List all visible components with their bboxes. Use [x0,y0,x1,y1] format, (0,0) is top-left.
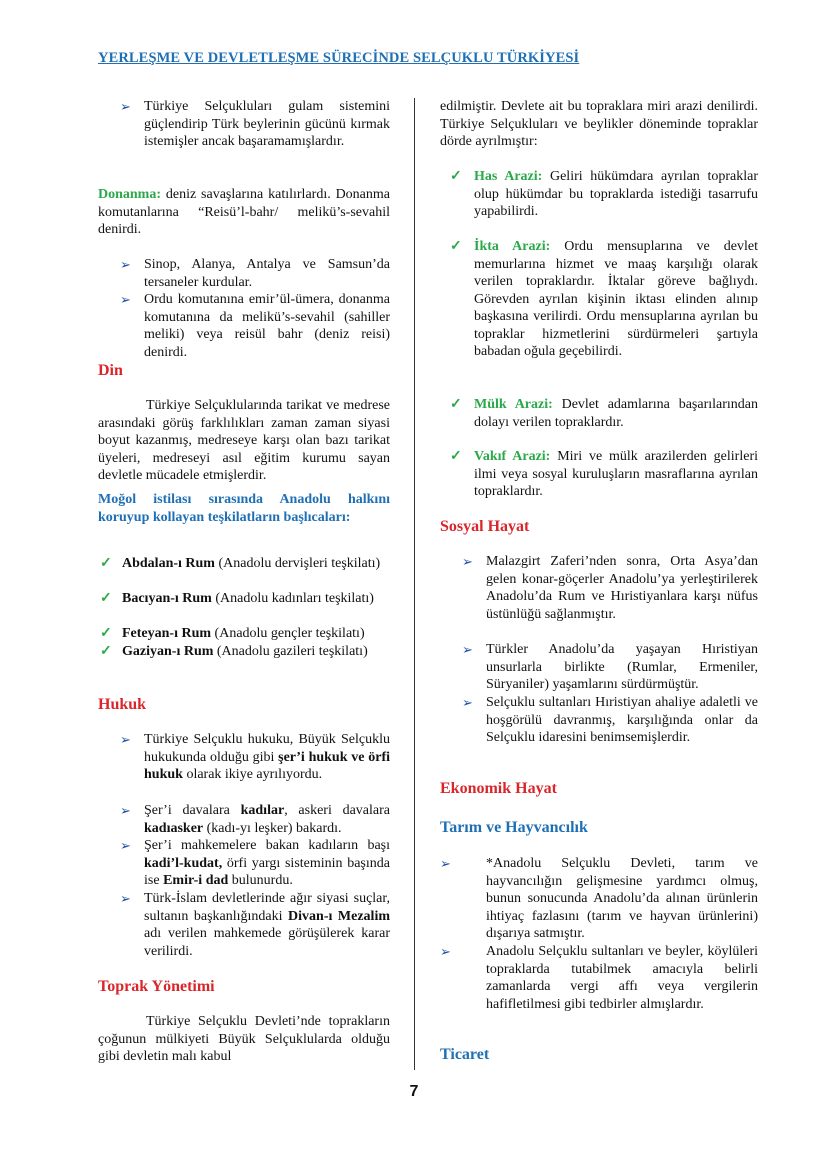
donanma-label: Donanma: [98,187,162,202]
running-header: YERLEŞME VE DEVLETLEŞME SÜRECİNDE SELÇUKLU TÜRKİYESİ [98,50,580,66]
arrow-bullet-icon: ➢ [440,856,451,871]
section-title-din: Din [98,362,123,379]
arrow-bullet-icon: ➢ [120,292,131,307]
list-item: ➢ Türk-İslam devletlerinde ağır siyasi suçlar, sultanın başkanlığındaki Divan-ı Mezalim adı verilen mahkemede görüşülerek karar verilirdi. [120,891,390,959]
checkmark-icon: ✓ [100,556,112,571]
list-item: ✓ Bacıyan-ı Rum (Anadolu kadınları teşkilatı) [100,591,374,606]
list-item: ➢ Türkler Anadolu’da yaşayan Hıristiyan unsurlarla birlikte (Rumlar, Ermeniler, Süryaniler) yaşamlarını sürdürmüştür. [462,642,758,692]
list-item: ✓ Feteyan-ı Rum (Anadolu gençler teşkilatı) [100,626,365,641]
list-item: ➢ Şer’i davalara kadılar, askeri davalara kadıasker (kadı-yı leşker) bakardı. [120,803,390,836]
arrow-bullet-icon: ➢ [120,838,131,853]
arrow-bullet-icon: ➢ [120,99,131,114]
list-item: ➢ Şer’i mahkemelere bakan kadıların başı kadi’l-kudat, örfi yargı sisteminin başında ise Emir-i dad bulunurdu. [120,838,390,888]
din-paragraph: Türkiye Selçuklularında tarikat ve medrese arasındaki görüş farklılıkları zaman zaman siyasi boyut kazanmış, medreseye karşı olan bazı tarikat üyeleri, medreseyi asıl eğitim kurumu sayan devletle mücadele etmişlerdir. [98,398,390,483]
checkmark-icon: ✓ [100,591,112,606]
toprak-continued: edilmiştir. Devlete ait bu topraklara miri arazi denilirdi. Türkiye Selçukluları ve beylikler döneminde topraklar dörde ayrılmıştır: [440,99,758,149]
checkmark-icon: ✓ [450,449,462,464]
arrow-bullet-icon: ➢ [120,803,131,818]
list-item: ✓ Vakıf Arazi: Miri ve mülk arazilerden gelirleri ilmi veya sosyal kuruluşların masraflarına ayrılan topraklardır. [450,449,758,499]
list-item: ➢ Anadolu Selçuklu sultanları ve beyler, köylüleri topraklarda tutabilmek amacıyla belirli zamanlarda vergi affı veya vergilerin hafifletilmesi gibi tedbirler almışlardır. [440,944,758,1012]
mogol-heading: Moğol istilası sırasında Anadolu halkını koruyup kollayan teşkilatların başlıcaları: [98,492,390,525]
list-item: ✓ İkta Arazi: Ordu mensuplarına ve devlet memurlarına hizmet ve maaş karşılığı olarak verilen topraklardır. İktalar göreve bağlıydı. Görevden ayrılan kişinin iktası elinden alınıp başkasına verilirdi. Ordu mensuplarına ayrılan bu topraklar hizmetlerini sürdürmeleri şartıyla babadan oğula geçebilirdi. [450,239,758,359]
page-number: 7 [409,1083,419,1100]
checkmark-icon: ✓ [100,644,112,659]
list-item: ✓ Gaziyan-ı Rum (Anadolu gazileri teşkilatı) [100,644,368,659]
list-item: ➢ Ordu komutanına emir’ül-ümera, donanma komutanına da melikü’s-sevahil (sahiller meliki) veya reisül bahr (deniz reisi) denirdi. [120,292,390,360]
list-item: ➢ Selçuklu sultanları Hıristiyan ahaliye adaletli ve hoşgörülü davranmış, karşılığında onlar da Selçuklu idaresini benimsemişlerdir. [462,695,758,745]
section-title-hukuk: Hukuk [98,696,147,713]
toprak-paragraph: Türkiye Selçuklu Devleti’nde toprakların çoğunun mülkiyeti Büyük Selçuklularda olduğu gibi devletin malı kabul [98,1014,390,1064]
section-title-toprak: Toprak Yönetimi [98,978,215,995]
list-item: ➢ Türkiye Selçuklu hukuku, Büyük Selçuklu hukukunda olduğu gibi şer’i hukuk ve örfi hukuk olarak ikiye ayrılıyordu. [120,732,390,782]
arrow-bullet-icon: ➢ [120,732,131,747]
list-item: ➢ *Anadolu Selçuklu Devleti, tarım ve hayvancılığın gelişmesine yardımcı olmuş, bunun sonucunda Anadolu’da alınan ürünlerin ihtiyaç fazlasını (tarım ve hayvan ürünlerini) dışarıya satmıştır. [440,856,758,941]
donanma-paragraph: Donanma: deniz savaşlarına katılırlardı. Donanma komutanlarına “Reisü’l-bahr/ melikü’s-sevahil denirdi. [98,187,390,237]
section-title-ekonomik: Ekonomik Hayat [440,780,557,797]
list-item: ➢ Sinop, Alanya, Antalya ve Samsun’da tersaneler kurdular. [120,257,390,290]
column-divider [414,98,415,1070]
gulam-item: ➢ Türkiye Selçukluları gulam sistemini güçlendirip Türk beylerinin gücünü kırmak istemişler ancak başaramamışlardır. [120,99,390,149]
checkmark-icon: ✓ [100,626,112,641]
list-item: ✓ Abdalan-ı Rum (Anadolu dervişleri teşkilatı) [100,556,381,571]
arrow-bullet-icon: ➢ [462,695,473,710]
checkmark-icon: ✓ [450,169,462,184]
arrow-bullet-icon: ➢ [462,554,473,569]
list-item: ✓ Mülk Arazi: Devlet adamlarına başarılarından dolayı verilen topraklardır. [450,397,758,430]
section-title-tarim: Tarım ve Hayvancılık [440,819,588,836]
arrow-bullet-icon: ➢ [462,642,473,657]
arrow-bullet-icon: ➢ [440,944,451,959]
arrow-bullet-icon: ➢ [120,257,131,272]
checkmark-icon: ✓ [450,239,462,254]
section-title-sosyal: Sosyal Hayat [440,518,530,535]
list-item: ✓ Has Arazi: Geliri hükümdara ayrılan topraklar olup hükümdar bu topraklarda istediği tasarrufu yapabilirdi. [450,169,759,219]
arrow-bullet-icon: ➢ [120,891,131,906]
list-item: ➢ Malazgirt Zaferi’nden sonra, Orta Asya’dan gelen konar-göçerler Anadolu’ya yerleştirilerek Anadolu’da Rum ve Hıristiyanlara karşı nüfus üstünlüğü sağlanmıştır. [462,554,758,622]
section-title-ticaret: Ticaret [440,1046,490,1063]
checkmark-icon: ✓ [450,397,462,412]
